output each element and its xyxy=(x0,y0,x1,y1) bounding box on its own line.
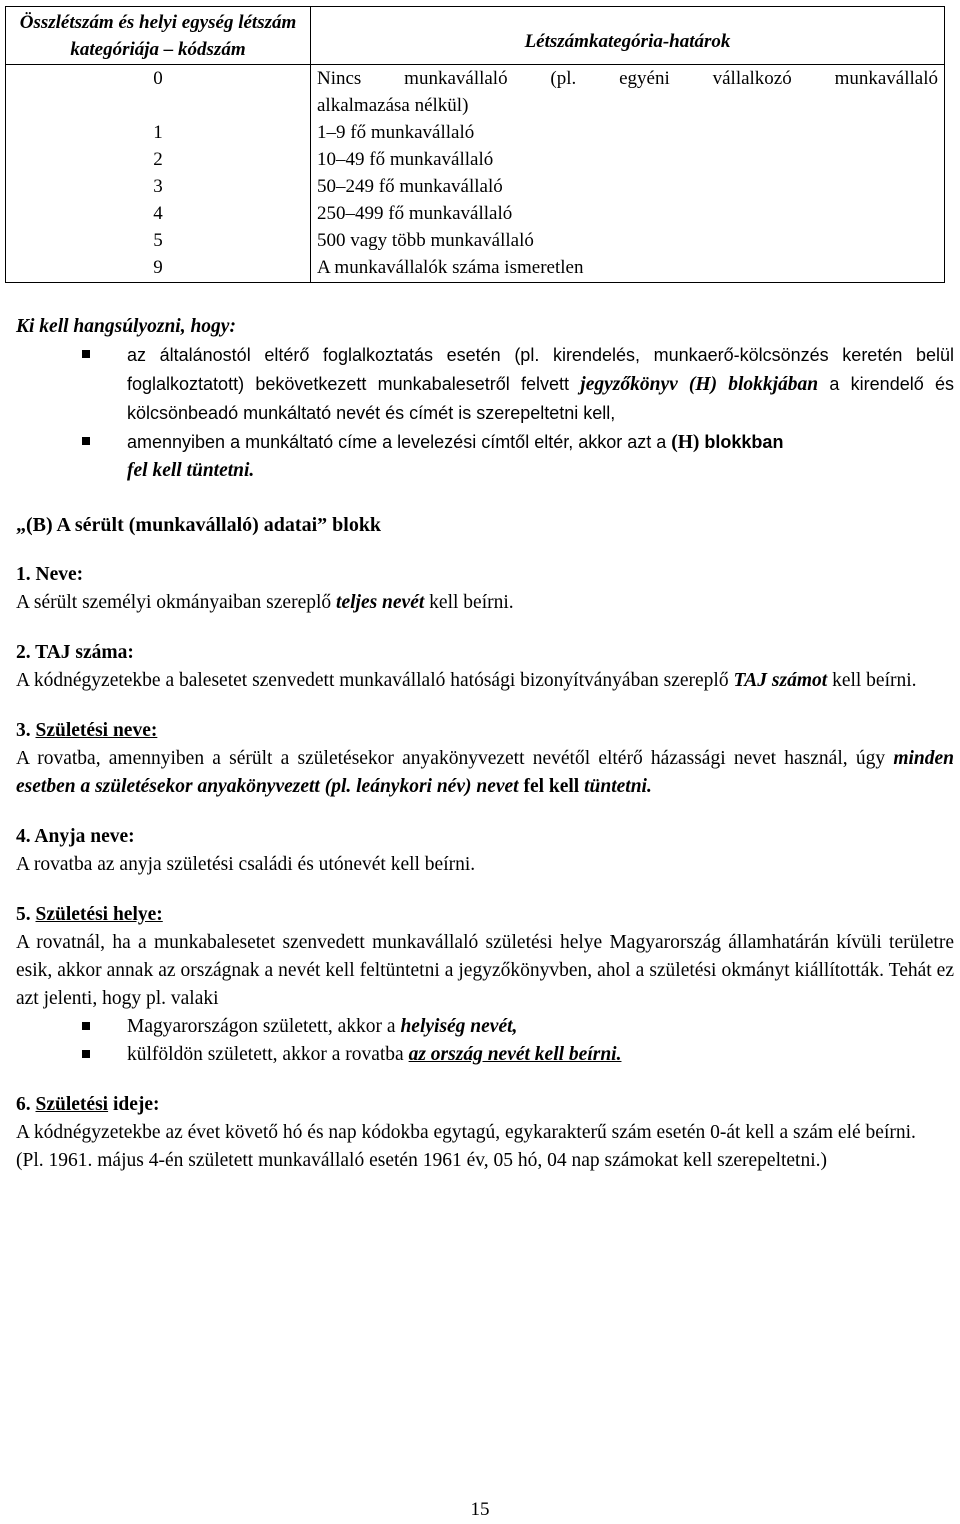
emphasis-text: amennyiben a munkáltató címe a levelezési címtől eltér, akkor azt a xyxy=(127,432,672,452)
emphasis-strong: fel kell tüntetni. xyxy=(127,460,255,481)
square-bullet-icon xyxy=(82,1050,90,1058)
text-strong: minden esetben a születésekor anyakönyvezett (pl. leánykori név) nevet xyxy=(16,748,954,797)
text-strong: fel kell xyxy=(518,776,585,797)
section-heading xyxy=(16,901,954,929)
heading-number: 6. xyxy=(16,1094,36,1115)
section-anyja-neve xyxy=(16,823,954,879)
square-bullet-icon xyxy=(82,1022,90,1030)
heading-label: Születési neve: xyxy=(35,720,158,741)
emphasis-text: az általánostól eltérő foglalkoztatás esetén (pl. kirendelés, munkaerő-kölcsönzés keretén belül foglalkoztatott) bekövetkezett munkabalesetről felvett xyxy=(127,345,954,394)
section-szuletesi-neve xyxy=(16,717,954,801)
table-row xyxy=(6,200,945,227)
row-code: 4 xyxy=(6,200,311,227)
row-code: 2 xyxy=(6,146,311,173)
section-text: A rovatnál, ha a munkabalesetet szenvedett munkavállaló születési helye Magyarország államhatárán kívüli területre esik, akkor annak az országnak a nevét kell feltüntetni a jegyzőkönyvben, ahol a születési okmányt kiállították. Tehát ez azt jelenti, hogy pl. valaki xyxy=(16,932,954,1009)
section-text xyxy=(16,667,954,695)
square-bullet-icon xyxy=(82,437,90,445)
text: A rovatba, amennyiben a sérült a születésekor anyakönyvezett nevétől eltérő házassági nevet használ, úgy xyxy=(16,748,894,769)
section-text: (Pl. 1961. május 4-én született munkavállaló esetén 1961 év, 05 hó, 04 nap számokat kell szerepeltetni.) xyxy=(16,1150,828,1171)
section-heading: 4. Anyja neve: xyxy=(16,826,135,847)
section-text: A kódnégyzetekbe az évet követő hó és nap kódokba egytagú, egykarakterű szám esetén 0-át kell a szám elé beírni. xyxy=(16,1122,916,1143)
heading-label: Születési helye: xyxy=(35,904,163,925)
heading-rest: ideje: xyxy=(108,1094,160,1115)
list-item xyxy=(127,428,954,485)
emphasis-title: Ki kell hangsúlyozni, hogy: xyxy=(16,316,236,337)
table-header-code: Összlétszám és helyi egység létszám kategóriája – kódszám xyxy=(6,7,311,65)
section-taj xyxy=(16,639,954,695)
list-item xyxy=(127,1041,954,1069)
table-header-row xyxy=(6,7,945,65)
text: kell beírni. xyxy=(424,592,514,613)
table-row xyxy=(6,146,945,173)
row-code: 1 xyxy=(6,119,311,146)
heading-number: 3. xyxy=(16,720,36,741)
section-heading xyxy=(16,1091,954,1119)
emphasis-text: a kirendelő és kölcsönbeadó munkáltató nevét és címét is szerepeltetni kell, xyxy=(127,374,955,423)
list-item xyxy=(127,341,954,428)
block-title: „(B) A sérült (munkavállaló) adatai” blokk xyxy=(16,514,382,536)
row-desc: 10–49 fő munkavállaló xyxy=(311,146,945,173)
section-neve xyxy=(16,561,954,617)
heading-label: Születési xyxy=(35,1094,109,1115)
emphasis-strong: jegyzőkönyv (H) blokkjában xyxy=(580,374,819,395)
row-code: 5 xyxy=(6,227,311,254)
heading-number: 2. xyxy=(16,642,36,663)
table-row xyxy=(6,65,945,120)
row-desc: 500 vagy több munkavállaló xyxy=(311,227,945,254)
section-heading: 1. Neve: xyxy=(16,564,84,585)
text: külföldön született, akkor a rovatba xyxy=(127,1044,409,1065)
table-row xyxy=(6,254,945,283)
heading-label: TAJ száma: xyxy=(35,642,134,663)
list-item xyxy=(127,1013,954,1041)
text: Magyarországon született, akkor a xyxy=(127,1016,401,1037)
section-text: A rovatba az anyja születési családi és utónevét kell beírni. xyxy=(16,854,476,875)
square-bullet-icon xyxy=(82,350,90,358)
row-desc: A munkavállalók száma ismeretlen xyxy=(311,254,945,283)
row-desc xyxy=(311,65,945,120)
table-row xyxy=(6,173,945,200)
text-strong: helyiség nevét, xyxy=(400,1016,518,1037)
section-szuletesi-ideje xyxy=(16,1091,954,1175)
section-heading xyxy=(16,639,954,667)
emphasis-strong: blokkban xyxy=(699,432,784,452)
row-desc-line2: alkalmazása nélkül) xyxy=(317,95,469,116)
text: A sérült személyi okmányaiban szereplő xyxy=(16,592,337,613)
emphasis-list xyxy=(16,341,954,485)
row-code: 0 xyxy=(6,65,311,120)
heading-number: 5. xyxy=(16,904,36,925)
row-desc: 1–9 fő munkavállaló xyxy=(311,119,945,146)
row-desc: 250–499 fő munkavállaló xyxy=(311,200,945,227)
text: kell beírni. xyxy=(827,670,917,691)
birthplace-list xyxy=(16,1013,954,1069)
headcount-category-table xyxy=(5,6,945,283)
text: A kódnégyzetekbe a balesetet szenvedett munkavállaló hatósági bizonyítványában szereplő xyxy=(16,670,734,691)
table-header-limits: Létszámkategória-határok xyxy=(311,7,945,65)
text-strong: TAJ számot xyxy=(733,670,828,691)
text-strong: teljes nevét xyxy=(336,592,425,613)
row-desc: 50–249 fő munkavállaló xyxy=(311,173,945,200)
table-row xyxy=(6,119,945,146)
page-number: 15 xyxy=(470,1499,490,1520)
section-text xyxy=(16,745,954,801)
section-heading xyxy=(16,717,954,745)
table-row xyxy=(6,227,945,254)
row-desc-line1: Nincs munkavállaló (pl. egyéni vállalkozó munkavállaló xyxy=(317,68,938,89)
document-page xyxy=(16,6,954,1175)
row-code: 9 xyxy=(6,254,311,283)
section-text xyxy=(16,589,954,617)
text-strong: az ország nevét kell beírni. xyxy=(408,1044,622,1065)
section-szuletesi-helye xyxy=(16,901,954,1069)
text-strong: tüntetni. xyxy=(584,776,652,797)
emphasis-strong: (H) xyxy=(671,432,700,453)
row-code: 3 xyxy=(6,173,311,200)
